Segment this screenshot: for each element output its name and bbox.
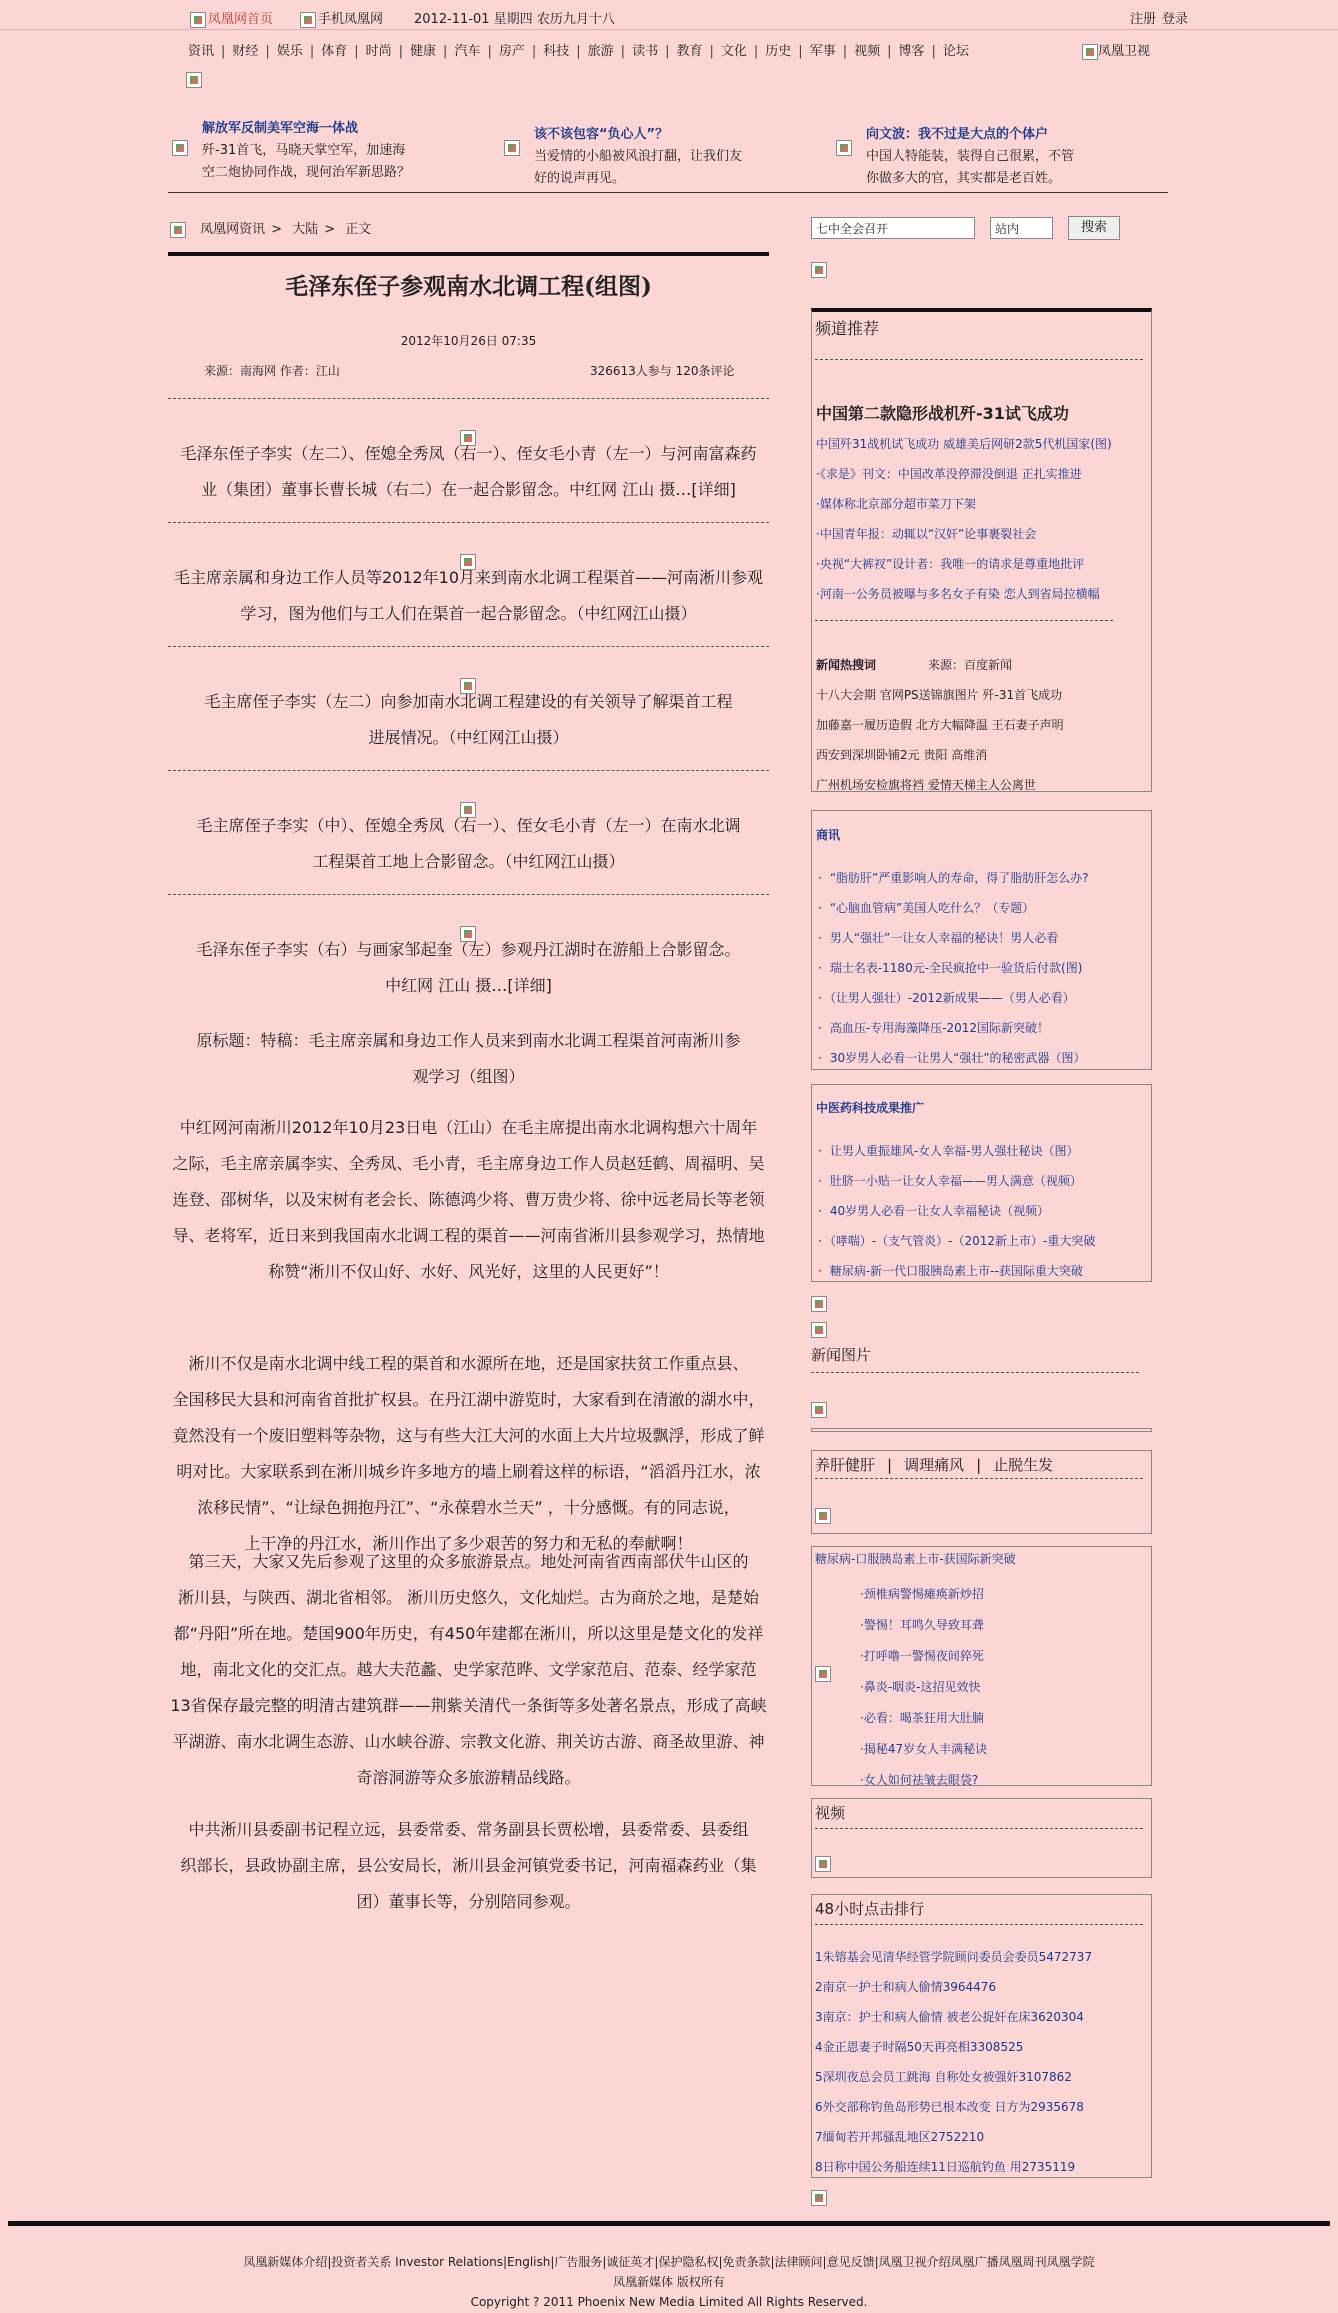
diabetes-item[interactable] (860, 1678, 980, 1695)
hot-words-source: 来源：百度新闻 (928, 658, 1013, 672)
nav-item[interactable]: 文化 (720, 44, 747, 59)
para-line: 13省保存最完整的明清古建筑群——荆紫关清代一条街等多处著名景点，形成了高峡 (170, 1696, 767, 1715)
channel-title: 频道推荐 (815, 319, 880, 338)
health-tab[interactable]: 养肝健肝 (815, 1456, 876, 1474)
rank-item-text[interactable]: 4金正恩妻子时隔50天再亮相3308525 (815, 2040, 1024, 2054)
hot-line-text[interactable]: 西安到深圳卧铺2元 贵阳 高维消 (816, 748, 988, 762)
divider (815, 620, 1113, 621)
ad-item[interactable] (818, 1019, 1049, 1036)
ad-item[interactable] (818, 929, 1058, 946)
nav-item[interactable]: 时尚 (365, 44, 392, 59)
caption-divider (168, 894, 769, 895)
channel-item[interactable] (816, 435, 1112, 452)
rank-item-text[interactable]: 7缅甸若开邦骚乱地区2752210 (815, 2130, 985, 2144)
nav-separator: | (931, 44, 936, 59)
diabetes-item[interactable] (860, 1771, 978, 1788)
top-date: 2012-11-01 星期四 农历九月十八 (414, 12, 615, 27)
nav-separator: | (531, 44, 537, 59)
nav-item[interactable]: 财经 (232, 44, 259, 59)
nav-item[interactable]: 旅游 (587, 44, 614, 59)
para-line: 地，南北文化的交汇点。越大夫范蠡、史学家范晔、文学家范启、范泰、经学家范 (180, 1660, 757, 1679)
para-line: 淅川不仅是南水北调中线工程的渠首和水源所在地，还是国家扶贫工作重点县、 (188, 1354, 749, 1373)
bullet: · (818, 871, 822, 885)
para-line: 原标题：特稿：毛主席亲属和身边工作人员来到南水北调工程渠首河南淅川参 (196, 1031, 741, 1050)
caption-line: 工程渠首工地上合影留念。（中红网江山摄） (312, 852, 625, 871)
nav-item[interactable]: 军事 (809, 44, 836, 59)
para-line: 第三天，大家又先后参观了这里的众多旅游景点。地处河南省西南部伏牛山区的 (188, 1552, 749, 1571)
para-line: 淅川县，与陕西、湖北省相邻。 淅川历史悠久，文化灿烂。古为商於之地，是楚始 (177, 1588, 760, 1607)
headline-1-title[interactable]: 解放军反制美军空海一体战 (202, 121, 359, 136)
ad-item-text[interactable]: 男人“强壮”一让女人幸福的秘诀！男人必看 (829, 931, 1059, 945)
para-line: 观学习（组图） (412, 1067, 525, 1086)
nav-separator: | (887, 44, 892, 59)
nav-item[interactable]: 教育 (676, 44, 703, 59)
diabetes-title[interactable]: 糖尿病-口服胰岛素上市-获国际新突破 (815, 1552, 1016, 1566)
hot-words-label: 新闻热搜词 (816, 658, 877, 672)
diabetes-item[interactable] (860, 1647, 984, 1664)
hot-line[interactable] (816, 776, 1036, 793)
tcm-item[interactable] (818, 1262, 1083, 1279)
top-bar (0, 0, 1338, 30)
diabetes-item-text[interactable]: ·鼻炎-咽炎-这招见效快 (860, 1680, 981, 1694)
diabetes-item-text[interactable]: ·女人如何祛皱去眼袋? (860, 1773, 979, 1787)
ad-item[interactable] (818, 989, 1075, 1006)
caption-line: 业（集团）董事长曹长城（右二）在一起合影留念。中红网 江山 摄…[详细] (201, 480, 736, 499)
para-line: 奇溶洞游等众多旅游精品线路。 (356, 1768, 581, 1787)
phoenix-logo-icon (190, 12, 206, 28)
login-link[interactable]: 登录 (1162, 12, 1189, 27)
caption-line: 学习，图为他们与工人们在渠首一起合影留念。（中红网江山摄） (240, 604, 697, 623)
nav-separator: | (487, 44, 492, 59)
hot-line-text[interactable]: 十八大会期 官网PS送锦旗图片 歼-31首飞成功 (816, 688, 1063, 702)
ad-item-text[interactable]: 高血压-专用海藻降压-2012国际新突破！ (829, 1021, 1050, 1035)
headline-3-title[interactable]: 向文波：我不过是大点的个体户 (866, 127, 1049, 142)
tcm-item[interactable] (818, 1202, 1049, 1219)
ads-title: 商讯 (816, 828, 841, 842)
divider (815, 1924, 1143, 1925)
mobile-link[interactable]: 手机凤凰网 (300, 8, 383, 28)
rank-item[interactable] (815, 2068, 1072, 2085)
headline-3-line: 你做多大的官，其实都是老百姓。 (866, 171, 1062, 186)
diabetes-item-text[interactable]: ·揭秘47岁女人丰满秘诀 (860, 1742, 988, 1756)
ad-item[interactable] (818, 959, 1082, 976)
article-counts[interactable]: 326613人参与 120条评论 (590, 364, 735, 378)
divider (815, 359, 1143, 360)
breadcrumb-item: 正文 (345, 222, 372, 237)
diabetes-item-text[interactable]: ·必看：喝茶狂用大肚腩 (860, 1711, 984, 1725)
caption-line: 毛泽东侄子李实（左二）、侄媳全秀凤（右一）、侄女毛小青（左一）与河南富森药 (180, 444, 757, 463)
photo-caption (168, 932, 769, 1004)
para-line: 中共淅川县委副书记程立远，县委常委、常务副县长贾松增，县委常委、县委组 (188, 1820, 749, 1839)
rank-title: 48小时点击排行 (815, 1900, 925, 1918)
para-line: 浓移民情”、“让绿色拥抱丹江”、“永葆碧水兰天” ，十分感慨。有的同志说， (197, 1498, 740, 1517)
caption-line: 中红网 江山 摄…[详细] (385, 976, 552, 995)
rank-item-text[interactable]: 2南京一护士和病人偷情3964476 (815, 1980, 997, 1994)
channel-item-text[interactable]: ·媒体称北京部分超市菜刀下架 (816, 497, 976, 511)
nav-separator: | (620, 44, 626, 59)
rank-item-text[interactable]: 8日称中国公务船连续11日巡航钓鱼 用2735119 (815, 2160, 1076, 2174)
bullet: · (818, 1204, 822, 1218)
headline-1[interactable] (172, 118, 410, 184)
para-line: 称赞“淅川不仅山好、水好、风光好，这里的人民更好”！ (268, 1262, 669, 1281)
register-link[interactable]: 注册 (1130, 12, 1157, 27)
diabetes-image[interactable] (815, 1666, 831, 1682)
nav-item[interactable]: 健康 (410, 44, 437, 59)
caption-line: 毛主席侄子李实（中）、侄媳全秀凤（右一）、侄女毛小青（左一）在南水北调 (196, 816, 741, 835)
sidebar-image (811, 1322, 827, 1338)
channel-item-text[interactable]: ·《求是》刊文：中国改革没停滞没倒退 正扎实推进 (816, 467, 1082, 481)
para-line: 全国移民大县和河南省首批扩权县。在丹江湖中游览时，大家看到在清澈的湖水中， (172, 1390, 765, 1409)
channel-item[interactable] (816, 555, 1084, 572)
photo-caption (168, 684, 769, 756)
bullet: · (818, 901, 822, 915)
search-scope-select[interactable]: 站内 (990, 217, 1053, 239)
diabetes-item-text[interactable]: ·打呼噜一警惕夜间猝死 (860, 1649, 984, 1663)
photo-caption (168, 560, 769, 632)
headline-3-image (836, 140, 852, 156)
footer-rule (8, 2221, 1330, 2226)
para-line: 织部长，县政协副主席，县公安局长，淅川县金河镇党委书记，河南福森药业（集 (180, 1856, 757, 1875)
nav-separator: | (753, 44, 759, 59)
bullet: · (818, 931, 822, 945)
diabetes-item[interactable] (860, 1616, 984, 1633)
channel-item[interactable] (816, 585, 1100, 602)
nav-separator: | (221, 44, 226, 59)
breadcrumb: 凤凰网资讯 > 大陆 > 正文 (170, 218, 371, 238)
divider (815, 1828, 1143, 1829)
nav-separator: | (354, 44, 359, 59)
tcm-item-text[interactable]: （哮喘）-（支气管炎）-（2012新上市）-重大突破 (829, 1234, 1096, 1248)
video-image[interactable] (815, 1856, 831, 1872)
para-line: 导、老将军，近日来到我国南水北调工程的渠首——河南省淅川县参观学习，热情地 (172, 1226, 765, 1245)
caption-line: 进展情况。（中红网江山摄） (368, 728, 569, 747)
video-title: 视频 (815, 1804, 846, 1822)
breadcrumb-item[interactable]: 大陆 (292, 222, 319, 237)
video-box (811, 1798, 1152, 1878)
divider (815, 1478, 1143, 1479)
caption-divider (168, 646, 769, 647)
nav-item[interactable]: 历史 (765, 44, 792, 59)
channel-item-text[interactable]: ·央视“大裤衩”设计者：我唯一的请求是尊重地批评 (816, 557, 1085, 571)
tcm-item[interactable] (818, 1232, 1095, 1249)
hot-line-text[interactable]: 广州机场安检旗将裆 爱情天梯主人公离世 (816, 778, 1036, 792)
news-pics-title: 新闻图片 (811, 1346, 872, 1364)
hot-line[interactable] (816, 716, 1064, 733)
footer-company: 凤凰新媒体 版权所有 (613, 2275, 725, 2289)
article-date: 2012年10月26日 07:35 (400, 334, 537, 348)
breadcrumb-item[interactable]: 凤凰网资讯 (200, 222, 266, 237)
bullet: · (818, 1234, 822, 1248)
news-pic-image[interactable] (811, 1402, 827, 1418)
search-input[interactable]: 七中全会召开 (811, 217, 975, 239)
hot-line-text[interactable]: 加藤嘉一履历造假 北方大幅降温 王石妻子声明 (816, 718, 1064, 732)
nav-item[interactable]: 资讯 (188, 44, 215, 59)
headline-3-line: 中国人特能装，装得自己很累，不管 (866, 149, 1075, 164)
nav-separator: | (665, 44, 670, 59)
article-paragraph (168, 1812, 769, 1920)
home-link[interactable]: 凤凰网首页 (190, 8, 273, 28)
health-tabs: 养肝健肝 | 调理痛风 | 止脱生发 (815, 1456, 1054, 1474)
bullet: · (818, 991, 822, 1005)
ad-item-text[interactable]: “心脑血管病”美国人吃什么？（专题） (829, 901, 1035, 915)
photo-caption (168, 436, 769, 508)
channel-headline[interactable]: 中国第二款隐形战机歼-31试飞成功 (816, 404, 1069, 423)
footer-links[interactable]: 凤凰新媒体介绍|投资者关系 Investor Relations|English|广告服务|诚征英才|保护隐私权|免责条款|法律顾问|意见反馈|凤凰卫视介绍凤凰广播凤凰周刊凤凰学院 (243, 2255, 1095, 2269)
nav-separator: | (798, 44, 803, 59)
channel-item[interactable] (816, 495, 976, 512)
caption-divider (168, 770, 769, 771)
rank-item-text[interactable]: 3南京：护士和病人偷情 被老公捉奸在床3620304 (815, 2010, 1084, 2024)
nav-item[interactable]: 科技 (543, 44, 570, 59)
sidebar-ad-image (811, 262, 827, 278)
main-nav (188, 40, 969, 62)
nav-item[interactable]: 娱乐 (276, 44, 303, 59)
bullet: · (818, 1174, 822, 1188)
article-source: 来源：南海网 作者：江山 (204, 364, 340, 378)
rank-item-text[interactable]: 1朱镕基会见清华经管学院顾问委员会委员5472737 (815, 1950, 1093, 1964)
nav-separator: | (709, 44, 714, 59)
para-line: 竟然没有一个废旧塑料等杂物，这与有些大江大河的水面上大片垃圾飘浮，形成了鲜 (172, 1426, 765, 1445)
photo-caption (168, 808, 769, 880)
hot-line[interactable] (816, 686, 1062, 703)
para-line: 明对比。大家联系到在淅川城乡许多地方的墙上刷着这样的标语，“滔滔丹江水，浓 (176, 1462, 761, 1481)
rank-item[interactable] (815, 2158, 1075, 2175)
ad-item[interactable] (818, 869, 1089, 886)
footer (0, 2252, 1338, 2312)
ad-item-text[interactable]: 30岁男人必看一让男人“强壮”的秘密武器（图） (829, 1051, 1086, 1065)
channel-item-text[interactable]: ·中国青年报：动辄以“汉奸”论事裹裂社会 (816, 527, 1037, 541)
ad-item[interactable] (818, 899, 1034, 916)
nav-item[interactable]: 读书 (632, 44, 659, 59)
original-title (168, 1023, 769, 1095)
article-paragraph (168, 1110, 769, 1290)
nav-separator: | (576, 44, 581, 59)
nav-item[interactable]: 论坛 (942, 44, 969, 59)
ad-item[interactable] (818, 1049, 1086, 1066)
divider (811, 1428, 1152, 1432)
headline-2-title[interactable]: 该不该包容“负心人”？ (534, 127, 669, 142)
headline-1-line: 空二炮协同作战，现何治军新思路？ (202, 165, 411, 180)
caption-line: 毛泽东侄子李实（右）与画家邹起奎（左）参观丹江湖时在游船上合影留念。 (196, 940, 741, 959)
tcm-item-text[interactable]: 40岁男人必看一让女人幸福秘诀（视频） (829, 1204, 1050, 1218)
channel-item-text[interactable]: 中国歼31战机试飞成功 威雄美后网研2款5代机国家(图) (816, 437, 1112, 451)
article-paragraph (168, 1346, 769, 1562)
bullet: · (818, 1021, 822, 1035)
para-line: 上干净的丹江水，淅川作出了多少艰苦的努力和无私的奉献啊！ (244, 1534, 693, 1553)
headline-1-image (172, 140, 188, 156)
bullet: · (818, 1051, 822, 1065)
phoenix-tv-icon (1082, 44, 1098, 60)
nav-separator: | (842, 44, 848, 59)
nav-separator: | (309, 44, 315, 59)
para-line: 连登、邵树华，以及宋树有老会长、陈德鸿少将、曹万贵少将、徐中远老局长等老领 (172, 1190, 765, 1209)
nav-separator: | (398, 44, 404, 59)
nav-item[interactable]: 房产 (498, 44, 525, 59)
search-button[interactable]: 搜索 (1068, 216, 1120, 240)
rank-item[interactable] (815, 2008, 1084, 2025)
rank-item[interactable] (815, 2098, 1084, 2115)
headline-2-line: 当爱情的小船被风浪打翻，让我们友 (534, 149, 743, 164)
divider (811, 1372, 1139, 1373)
article-title: 毛泽东侄子参观南水北调工程(组图) (285, 273, 652, 300)
rank-item-text[interactable]: 5深圳夜总会员工跳海 自称处女被强奸3107862 (815, 2070, 1072, 2084)
headline-divider (168, 192, 1168, 193)
para-line: 之际，毛主席亲属李实、全秀凤、毛小青，毛主席身边工作人员赵廷鹤、周福明、吴 (172, 1154, 765, 1173)
banner-image (186, 72, 202, 88)
headline-3[interactable] (836, 124, 1074, 190)
health-tab[interactable]: 调理痛风 (904, 1456, 965, 1474)
bullet: · (818, 1264, 822, 1278)
article-paragraph (168, 1544, 769, 1796)
headline-1-line: 歼-31首飞，马晓天掌空军，加速海 (202, 143, 406, 158)
bullet: · (818, 961, 822, 975)
phoenix-tv-link[interactable]: 凤凰卫视 (1082, 40, 1150, 60)
caption-line: 毛主席亲属和身边工作人员等2012年10月来到南水北调工程渠首——河南淅川参观 (173, 568, 764, 587)
nav-item[interactable]: 视频 (854, 44, 881, 59)
tcm-title: 中医药科技成果推广 (816, 1101, 925, 1115)
diabetes-item-text[interactable]: ·警惕！耳鸣久导致耳聋 (860, 1618, 984, 1632)
tcm-item[interactable] (818, 1142, 1079, 1159)
nav-item[interactable]: 汽车 (454, 44, 481, 59)
mobile-icon (300, 12, 316, 28)
para-line: 团）董事长等，分别陪同参观。 (356, 1892, 581, 1911)
para-line: 中红网河南淅川2012年10月23日电（江山）在毛主席提出南水北调构想六十周年 (179, 1118, 758, 1137)
channel-item-text[interactable]: ·河南一公务员被曝与多名女子有染 恋人到省局拉横幅 (816, 587, 1100, 601)
tcm-item-text[interactable]: 肚脐一小贴一让女人幸福——男人满意（视频） (829, 1174, 1082, 1188)
health-tab[interactable]: 止脱生发 (993, 1456, 1054, 1474)
headline-2-line: 好的说声再见。 (534, 171, 626, 186)
tcm-item[interactable] (818, 1172, 1082, 1189)
bullet: · (818, 1144, 822, 1158)
sidebar-image (811, 1296, 827, 1312)
tcm-item-text[interactable]: 让男人重振雄风-女人幸福-男人强壮秘诀（图） (829, 1144, 1079, 1158)
sidebar-bottom-image (811, 2190, 827, 2206)
caption-divider (168, 398, 769, 399)
rank-item[interactable] (815, 2038, 1023, 2055)
breadcrumb-icon (170, 222, 186, 238)
diabetes-item-text[interactable]: ·颈椎病警惕瘫痪新炒招 (860, 1587, 984, 1601)
headline-2-image (504, 140, 520, 156)
channel-item[interactable] (816, 525, 1036, 542)
nav-separator: | (265, 44, 270, 59)
rank-item[interactable] (815, 1948, 1092, 1965)
footer-copyright: Copyright ? 2011 Phoenix New Media Limited All Rights Reserved. (470, 2295, 868, 2309)
health-image[interactable] (815, 1508, 831, 1524)
para-line: 平湖游、南水北调生态游、山水峡谷游、宗教文化游、荆关访古游、商圣故里游、神 (172, 1732, 765, 1751)
ad-item-text[interactable]: “脂肪肝”严重影响人的寿命，得了脂肪肝怎么办? (829, 871, 1089, 885)
rank-item[interactable] (815, 1978, 996, 1995)
headline-2[interactable] (504, 124, 742, 190)
hot-line[interactable] (816, 746, 987, 763)
rank-item-text[interactable]: 6外交部称钓鱼岛形势已根本改变 日方为2935678 (815, 2100, 1084, 2114)
diabetes-item[interactable] (860, 1585, 984, 1602)
para-line: 都“丹阳”所在地。楚国900年历史，有450年建都在淅川，所以这里是楚文化的发祥 (173, 1624, 764, 1643)
tcm-item-text[interactable]: 糖尿病-新一代口服胰岛素上市--获国际重大突破 (829, 1264, 1083, 1278)
caption-divider (168, 522, 769, 523)
nav-item[interactable]: 体育 (321, 44, 348, 59)
caption-line: 毛主席侄子李实（左二）向参加南水北调工程建设的有关领导了解渠首工程 (204, 692, 733, 711)
channel-item[interactable] (816, 465, 1082, 482)
diabetes-item[interactable] (860, 1740, 987, 1757)
nav-item[interactable]: 博客 (898, 44, 925, 59)
nav-separator: | (443, 44, 448, 59)
rank-item[interactable] (815, 2128, 984, 2145)
article-top-rule (168, 252, 769, 256)
ad-item-text[interactable]: 瑞士名表-1180元-全民疯抢中一验货后付款(图) (829, 961, 1083, 975)
diabetes-item[interactable] (860, 1709, 984, 1726)
ad-item-text[interactable]: （让男人强壮）-2012新成果——（男人必看） (829, 991, 1075, 1005)
